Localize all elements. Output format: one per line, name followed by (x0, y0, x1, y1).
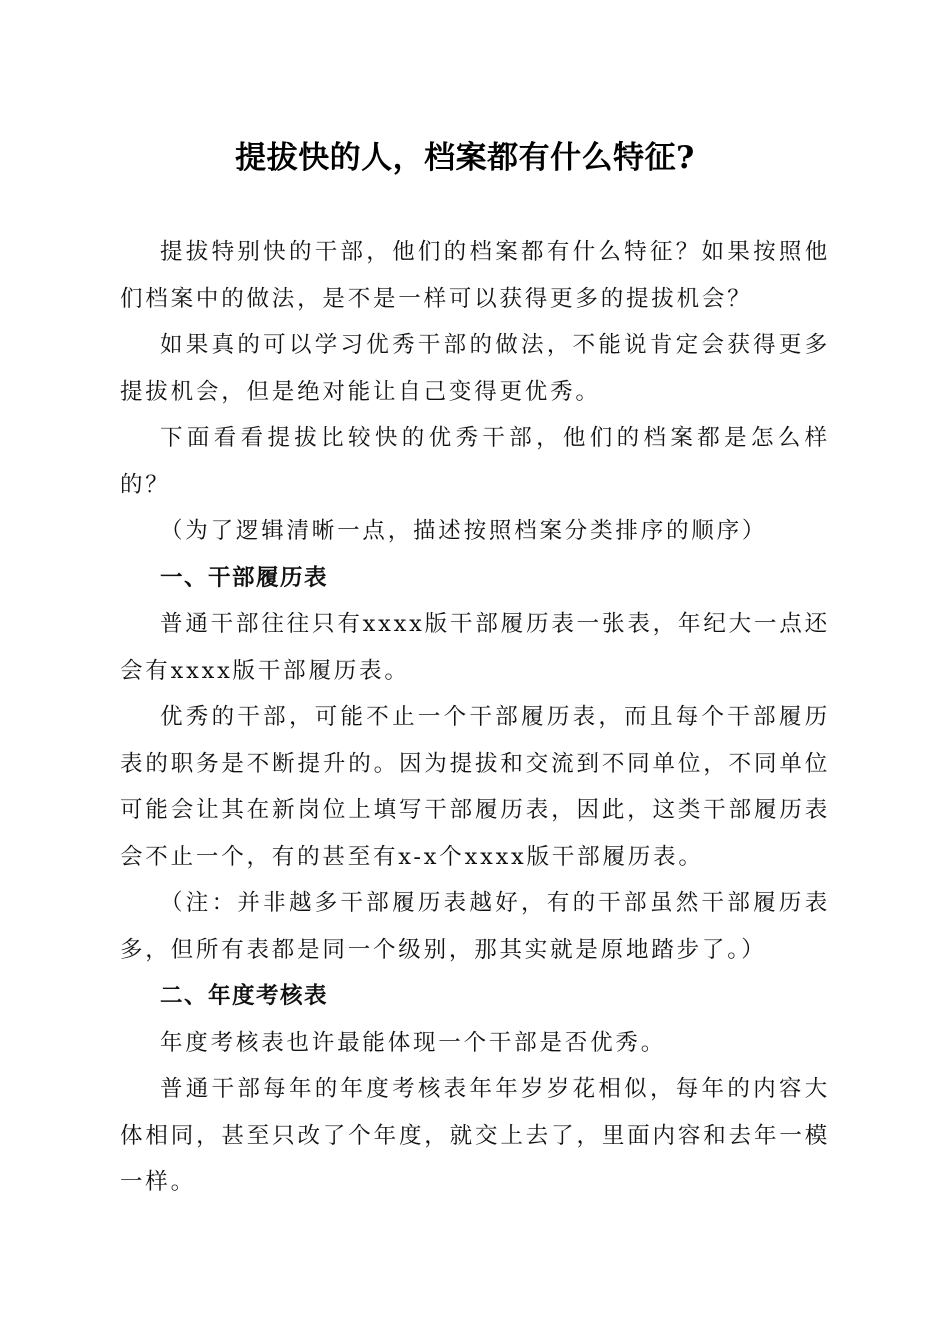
section-heading-annual-review: 二、年度考核表 (160, 983, 329, 1009)
section1-note: （注：并非越多干部履历表越好，有的干部虽然干部履历表多，但所有表都是同一个级别，那其实就是原地踏步了。） (120, 890, 830, 963)
section1-paragraph-1: 普通干部往往只有xxxx版干部履历表一张表，年纪大一点还会有xxxx版干部履历表。 (120, 611, 830, 684)
section1-paragraph-2: 优秀的干部，可能不止一个干部履历表，而且每个干部履历表的职务是不断提升的。因为提拔和交流到不同单位，不同单位可能会让其在新岗位上填写干部履历表，因此，这类干部履历表会不止一个，有的甚至有x-x个xxxx版干部履历表。 (120, 704, 830, 870)
section2-paragraph-1: 年度考核表也许最能体现一个干部是否优秀。 (160, 1029, 667, 1056)
intro-note: （为了逻辑清晰一点，描述按照档案分类排序的顺序） (160, 518, 768, 544)
intro-paragraph-2: 如果真的可以学习优秀干部的做法，不能说肯定会获得更多提拔机会，但是绝对能让自己变得更优秀。 (120, 332, 830, 405)
section-heading-resume: 一、干部履历表 (160, 564, 329, 591)
intro-paragraph-1: 提拔特别快的干部，他们的档案都有什么特征？如果按照他们档案中的做法，是不是一样可以获得更多的提拔机会？ (120, 239, 830, 312)
document-body (120, 229, 830, 1206)
section2-paragraph-2: 普通干部每年的年度考核表年年岁岁花相似，每年的内容大体相同，甚至只改了个年度，就交上去了，里面内容和去年一模一样。 (120, 1076, 830, 1195)
document-title: 提拔快的人，档案都有什么特征? (235, 140, 695, 176)
intro-paragraph-3: 下面看看提拔比较快的优秀干部，他们的档案都是怎么样的？ (120, 425, 830, 498)
